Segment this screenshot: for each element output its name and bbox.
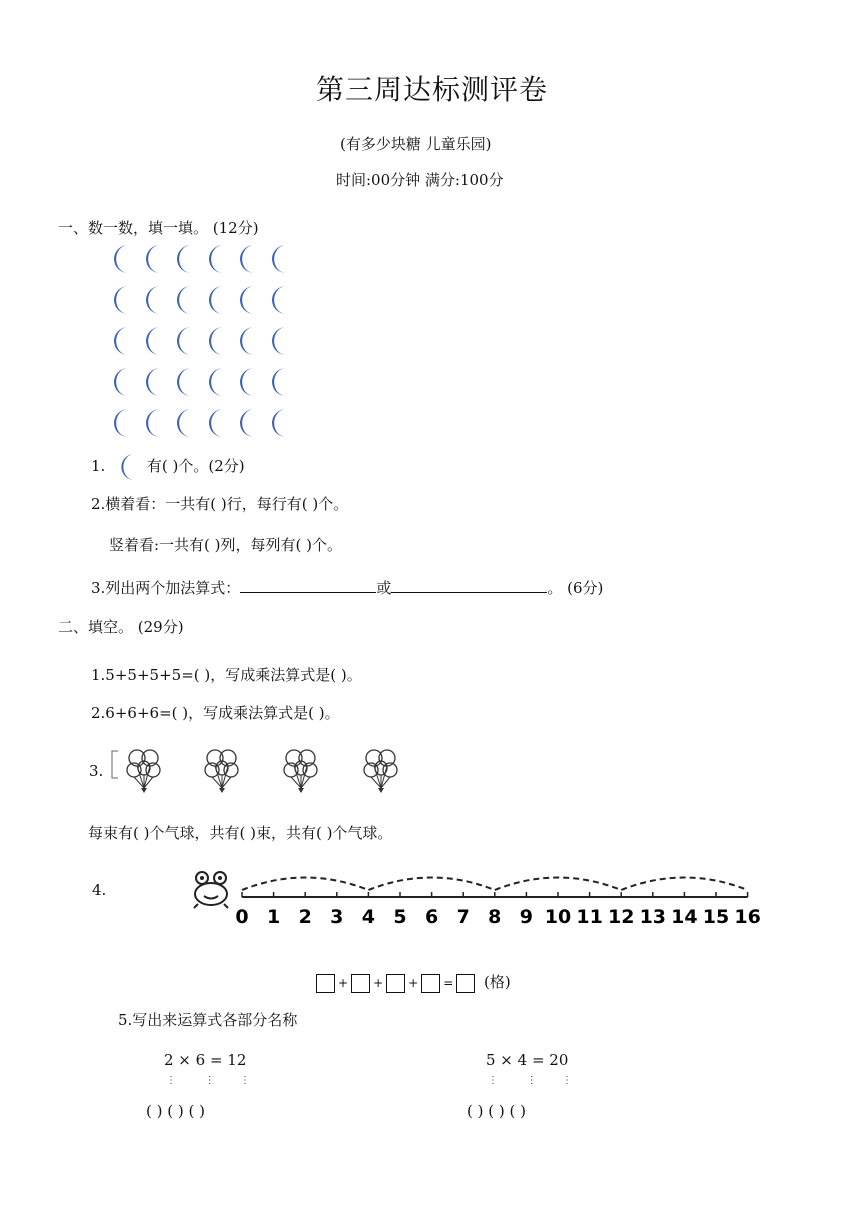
answer-box-4[interactable] — [421, 974, 440, 993]
moon-icon — [199, 243, 229, 275]
section2-q2: 2.6+6+6=( )，写成乘法算式是( )。 — [91, 704, 340, 722]
section2-q3-text: 每束有( )个气球，共有( )束，共有( )个气球。 — [88, 824, 393, 842]
q1-number: 1. — [91, 457, 106, 475]
q3-suffix: 。 (6分) — [547, 579, 604, 597]
section1-q1 — [91, 452, 245, 482]
moon-icon — [136, 284, 166, 316]
tick-label: 4 — [361, 906, 376, 928]
jump-arc — [368, 878, 494, 891]
equals-sign: = — [443, 976, 454, 990]
moon-icon — [136, 243, 166, 275]
number-line — [230, 860, 770, 930]
answer-box-5[interactable] — [456, 974, 475, 993]
moon-icon — [104, 284, 134, 316]
answer-box-3[interactable] — [386, 974, 405, 993]
moon-icon — [136, 407, 166, 439]
moon-icon — [230, 407, 260, 439]
answer-box-1[interactable] — [316, 974, 335, 993]
tick-label: 6 — [424, 906, 439, 928]
section2-q1: 1.5+5+5+5=( )，写成乘法算式是( )。 — [91, 666, 362, 684]
moon-icon — [199, 325, 229, 357]
section2-q5-title: 5.写出来运算式各部分名称 — [118, 1011, 298, 1029]
section2-heading: 二、填空。 (29分) — [58, 618, 184, 636]
tick-label: 8 — [488, 906, 502, 928]
section1-q3 — [91, 576, 603, 598]
moon-icon — [230, 243, 260, 275]
tick-label: 12 — [607, 906, 635, 928]
moon-icon — [104, 243, 134, 275]
tick-label: 15 — [702, 906, 730, 928]
moon-icon — [167, 284, 197, 316]
moon-icon — [262, 243, 292, 275]
balloon-bunch-icon — [362, 748, 400, 794]
moon-icon — [230, 366, 260, 398]
q3-or: 或 — [376, 579, 392, 597]
tick-label: 0 — [235, 906, 249, 928]
section1-q2-row: 2.横着看：一共有( )行，每行有( )个。 — [91, 495, 349, 513]
jump-arc — [621, 878, 747, 891]
moon-icon — [136, 366, 166, 398]
balloon-bunch-icon — [125, 748, 163, 794]
section2-q3-label: 3. — [89, 762, 104, 780]
answer-parens-b[interactable]: ( ) ( ) ( ) — [467, 1102, 526, 1120]
moon-icon — [262, 407, 292, 439]
moon-icon — [262, 325, 292, 357]
moon-icon — [199, 284, 229, 316]
tick-label: 11 — [576, 906, 603, 928]
q3-prefix: 3.列出两个加法算式： — [91, 579, 241, 597]
balloon-bunch-icon — [282, 748, 320, 794]
tick-label: 2 — [298, 906, 312, 928]
bracket-mark — [110, 750, 120, 780]
moon-icon — [199, 366, 229, 398]
plus-sign: + — [373, 976, 384, 990]
q4-equation — [316, 971, 511, 993]
page-subtitle: (有多少块糖 儿童乐园) — [340, 135, 492, 153]
moon-icon — [136, 325, 166, 357]
moon-icon — [230, 284, 260, 316]
equation-b: 5 × 4 = 20 — [486, 1051, 569, 1069]
time-score-line: 时间:00分钟 满分:100分 — [336, 171, 504, 189]
tick-label: 7 — [456, 906, 470, 928]
jump-arc — [495, 878, 621, 891]
tick-label: 3 — [330, 906, 344, 928]
tick-label: 1 — [266, 906, 281, 928]
tick-label: 13 — [639, 906, 667, 928]
tick-label: 10 — [544, 906, 572, 928]
balloon-bunch-icon — [203, 748, 241, 794]
moon-icon — [262, 284, 292, 316]
tick-label: 14 — [671, 906, 698, 928]
moon-icon — [112, 452, 140, 482]
moon-icon — [104, 407, 134, 439]
jump-arc — [242, 878, 368, 891]
q4-unit: (格) — [484, 973, 511, 991]
moon-icon — [230, 325, 260, 357]
plus-sign: + — [408, 976, 419, 990]
moon-icon — [167, 407, 197, 439]
moon-icon — [104, 366, 134, 398]
moon-icon — [167, 366, 197, 398]
moon-icon — [104, 325, 134, 357]
section2-q4-label: 4. — [92, 881, 107, 899]
equation-a: 2 × 6 = 12 — [164, 1051, 247, 1069]
moon-icon — [167, 243, 197, 275]
tick-label: 9 — [519, 906, 534, 928]
frog-icon — [190, 868, 232, 910]
answer-blank-1[interactable] — [240, 576, 376, 593]
pointer-dots-a: ⋮ ⋮ ⋮ — [166, 1075, 251, 1086]
tick-label: 16 — [734, 906, 761, 928]
answer-parens-a[interactable]: ( ) ( ) ( ) — [146, 1102, 205, 1120]
plus-sign: + — [338, 976, 349, 990]
section1-q2-col: 竖着看:一共有( )列，每列有( )个。 — [109, 536, 342, 554]
moon-icon — [167, 325, 197, 357]
moon-icon — [262, 366, 292, 398]
moon-icon — [199, 407, 229, 439]
page-title: 第三周达标测评卷 — [316, 73, 549, 106]
answer-blank-2[interactable] — [391, 576, 547, 593]
tick-label: 5 — [393, 906, 407, 928]
q1-text: 有( )个。(2分) — [146, 457, 245, 475]
section1-heading: 一、数一数，填一填。 (12分) — [58, 219, 259, 237]
pointer-dots-b: ⋮ ⋮ ⋮ — [488, 1075, 573, 1086]
answer-box-2[interactable] — [351, 974, 370, 993]
